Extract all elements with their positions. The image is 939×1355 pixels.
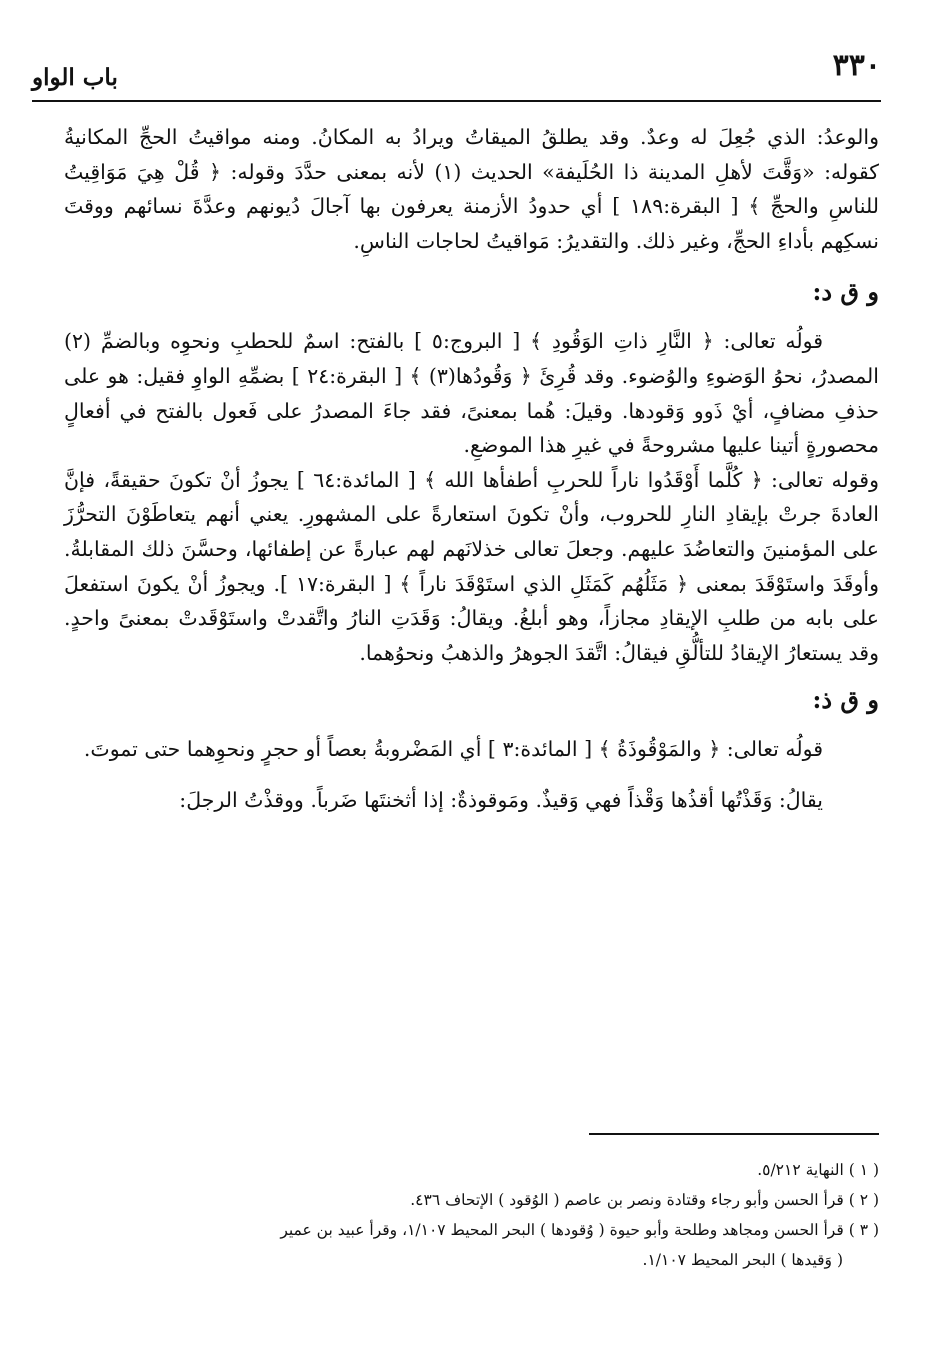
running-title: باب الواو xyxy=(32,64,118,91)
running-header xyxy=(32,48,881,102)
paragraph-mawqudha: قولُه تعالى: ﴿ والمَوْقُوذَةُ ﴾ [ المائدة:٣ ] أي المَضْروبةُ بعصاً أو حجرٍ ونحوِهما حتى تموتَ. xyxy=(83,737,823,762)
paragraph-waqadhtuha: يقالُ: وَقَذْتُها أقذُها وَقْذاً فهي وَقيذٌ. ومَوقوذةٌ: إذا أثخنتَها ضَرباً. ووقذْتُ الرجلَ: xyxy=(179,787,823,812)
footnote-3-continuation: ( وَقيدها ) البحر المحيط ١/١٠٧. xyxy=(642,1251,843,1269)
paragraph-awqadu: وقوله تعالى: ﴿ كُلَّما أَوْقَدُوا ناراً للحربِ أطفأها الله ﴾ [ المائدة:٦٤ ] يجوزُ أنْ تكونَ حقيقةً، فإنَّ العادةَ جرتْ بإيقادِ النارِ للحروب، وأنْ تكونَ استعارةً على المشهورِ. يعني أنهم يتعاطَوْنَ التحرُّزَ على المؤمنينَ والتعاضُدَ عليهم. وجعلَ تعالى خذلانَهم لهم عبارةً عن إطفائها، وحسَّنَ ذلك المقابلةُ. وأوقَدَ واستَوْقَدَ بمعنى ﴿ مَثَلُهُم كَمَثَلِ الذي استَوْقَدَ ناراً ﴾ [ البقرة:١٧ ]. ويجوزُ أنْ يكونَ استفعلَ على بابه من طلبِ الإيقادِ مجازاً، وهو أبلغُ. ويقالُ: وَقَدَتِ النارُ واتَّقدتْ واستَوْقَدتْ بمعنىً واحدٍ. وقد يستعارُ الإيقادُ للتألُّقِ فيقالُ: اتَّقدَ الجوهرُ والذهبُ ونحوُهما. xyxy=(64,467,879,665)
section-heading-wqd: و ق د: xyxy=(812,277,879,307)
footnote-3: ( ٣ ) قرأ الحسن ومجاهد وطلحة وأبو حيوة ( وُقودها ) البحر المحيط ١/١٠٧، وقرأ عبيد بن عمير xyxy=(280,1221,879,1239)
footnote-2: ( ٢ ) قرأ الحسن وأبو رجاء وقتادة ونصر بن عاصم ( الوُقود ) الإتحاف ٤٣٦. xyxy=(410,1191,879,1209)
page-number: ٣٣٠ xyxy=(832,48,881,83)
paragraph-waqud: قولُه تعالى: ﴿ النَّارِ ذاتِ الوَقُودِ ﴾ [ البروج:٥ ] بالفتح: اسمٌ للحطبِ ونحوِه وبالضمِّ (٢) المصدرُ، نحوُ الوَضوءِ والوُضوء. وقد قُرِئَ ﴿ وَقُودُها(٣) ﴾ [ البقرة:٢٤ ] بضمِّهِ الواوِ فقيل: هو على حذفِ مضافٍ، أيْ ذَوو وَقودها. وقيلَ: هُما بمعنىً، فقد جاءَ المصدرُ على فَعول بالفتح في أفعالٍ محصورةٍ أتينا عليها مشروحةً في غيرِ هذا الموضعِ. xyxy=(64,329,879,458)
footnotes xyxy=(64,1155,879,1275)
footnote-1: ( ١ ) النهاية ٥/٢١٢. xyxy=(757,1161,879,1179)
section-heading-wqdh: و ق ذ: xyxy=(812,685,879,715)
paragraph-waad: والوعدُ: الذي جُعِلَ له وعدٌ. وقد يطلقُ الميقاتُ ويرادُ به المكانُ. ومنه مواقيتُ الحجِّ المكانيةُ كقوله: «وَقَّتَ لأهلِ المدينة ذا الحُلَيفة» الحديث (١) لأنه بمعنى حدَّدَ وقوله: ﴿ قُلْ هِيَ مَوَاقِيتُ للناسِ والحجِّ ﴾ [ البقرة:١٨٩ ] أي حدودُ الأزمنة يعرفون بها آجالَ دُيونهم وعدَّةَ نسائهم ووقتَ نسكِهم بأداءِ الحجِّ، وغير ذلك. والتقديرُ: مَواقيتُ لحاجات الناسِ. xyxy=(64,125,879,253)
main-text xyxy=(64,120,879,818)
footnote-separator xyxy=(589,1133,879,1135)
